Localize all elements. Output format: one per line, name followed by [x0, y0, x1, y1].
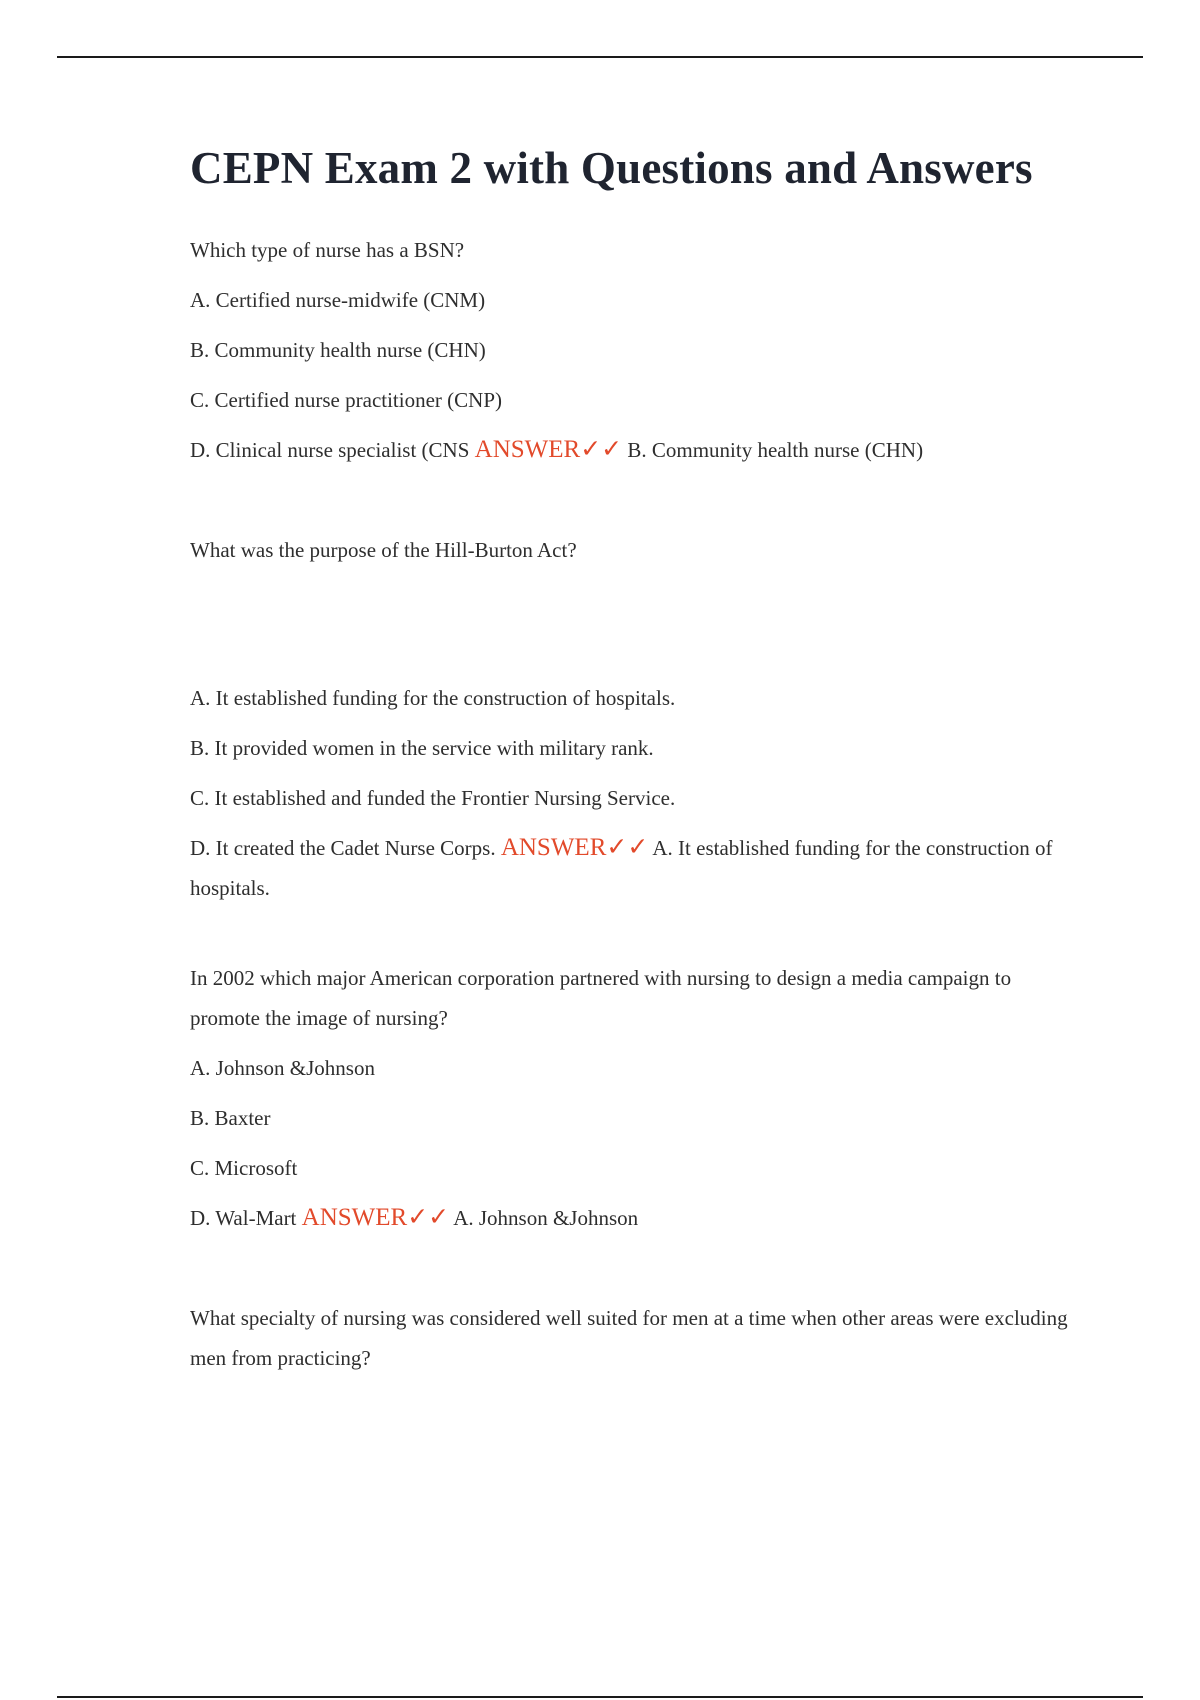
- answer-text: A. Johnson &Johnson: [453, 1206, 639, 1230]
- option-a: A. It established funding for the construction of hospitals.: [190, 686, 676, 710]
- question-block-2: [190, 530, 1070, 908]
- answer-label: ANSWER✓✓: [301, 1204, 450, 1231]
- answer-text: B. Community health nurse (CHN): [627, 438, 924, 462]
- option-d: D. It created the Cadet Nurse Corps.: [190, 836, 496, 860]
- option-b: B. It provided women in the service with military rank.: [190, 736, 654, 760]
- answer-label: ANSWER✓✓: [474, 436, 623, 463]
- document-title: CEPN Exam 2 with Questions and Answers: [190, 143, 1033, 193]
- option-a: A. Certified nurse-midwife (CNM): [190, 288, 486, 312]
- option-d-with-answer: [190, 828, 1070, 908]
- option-d-with-answer: [190, 430, 1070, 470]
- question-text: What specialty of nursing was considered well suited for men at a time when other areas were excluding men from practicing?: [190, 1306, 1068, 1370]
- question-text: Which type of nurse has a BSN?: [190, 238, 465, 262]
- bottom-rule: [57, 1696, 1143, 1698]
- option-b: B. Baxter: [190, 1106, 271, 1130]
- option-d: D. Clinical nurse specialist (CNS: [190, 438, 470, 462]
- option-b: B. Community health nurse (CHN): [190, 338, 486, 362]
- answer-text: A. It established funding for the construction of hospitals.: [190, 836, 1053, 900]
- question-text: What was the purpose of the Hill-Burton Act?: [190, 538, 577, 562]
- question-block-4: [190, 1298, 1070, 1378]
- option-c: C. Microsoft: [190, 1156, 298, 1180]
- question-block-3: [190, 958, 1070, 1238]
- option-d: D. Wal-Mart: [190, 1206, 297, 1230]
- document-body: [190, 138, 1070, 1388]
- option-a: A. Johnson &Johnson: [190, 1056, 375, 1080]
- spacer: [190, 908, 1070, 958]
- question-text: In 2002 which major American corporation partnered with nursing to design a media campaign to promote the image of nursing?: [190, 966, 1012, 1030]
- answer-label: ANSWER✓✓: [500, 834, 649, 861]
- question-block-1: [190, 230, 1070, 470]
- option-d-with-answer: [190, 1198, 1070, 1238]
- option-c: C. It established and funded the Frontier Nursing Service.: [190, 786, 676, 810]
- spacer: [190, 570, 1070, 678]
- spacer: [190, 480, 1070, 530]
- option-c: C. Certified nurse practitioner (CNP): [190, 388, 503, 412]
- top-rule: [57, 56, 1143, 58]
- spacer: [190, 1248, 1070, 1298]
